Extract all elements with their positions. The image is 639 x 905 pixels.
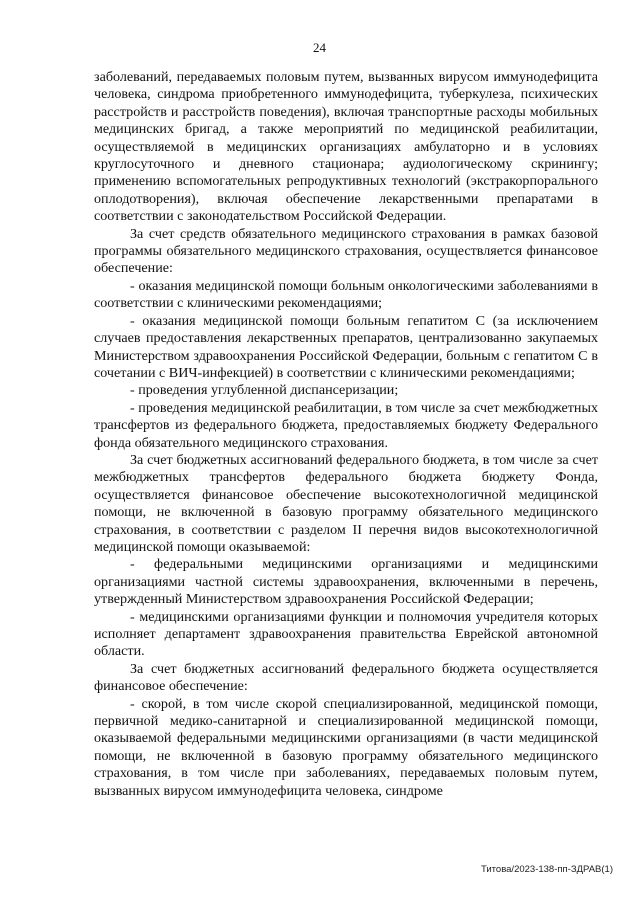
paragraph-federal-hightech: За счет бюджетных ассигнований федерального бюджета, в том числе за счет межбюджетных трансфертов федерального бюджета бюджету Фонда, осуществляется финансовое обеспечение высокотехнологичной медицинской помощи, не включенной в базовую программу обязательного медицинского страхования, в соответствии с разделом II перечня видов высокотехнологичной медицинской помощи оказываемой: <box>94 451 598 555</box>
list-item-oncology: - оказания медицинской помощи больным онкологическими заболеваниями в соответствии с клиническими рекомендациями; <box>94 277 598 312</box>
paragraph-continuation: заболеваний, передаваемых половым путем, вызванных вирусом иммунодефицита человека, синдрома приобретенного иммунодефицита, туберкулеза, психических расстройств и расстройств поведения), включая транспортные расходы мобильных медицинских бригад, а также мероприятий по медицинской реабилитации, осуществляемой в медицинских организациях амбулаторно и в условиях круглосуточного и дневного стационара; аудиологическому скринингу; применению вспомогательных репродуктивных технологий (экстракорпорального оплодотворения), включая обеспечение лекарственными препаратами в соответствии с законодательством Российской Федерации. <box>94 69 598 225</box>
page-number: 24 <box>313 40 326 55</box>
list-item-regional-organizations: - медицинскими организациями функции и полномочия учредителя которых исполняет департамент здравоохранения правительства Еврейской автономной области. <box>94 608 598 660</box>
list-item-hepatitis-c: - оказания медицинской помощи больным гепатитом С (за исключением случаев предоставления лекарственных препаратов, централизованно закупаемых Министерством здравоохранения Российской Федерации, больным с гепатитом С в сочетании с ВИЧ-инфекцией) в соответствии с клиническими рекомендациями; <box>94 312 598 381</box>
paragraph-federal-budget: За счет бюджетных ассигнований федерального бюджета осуществляется финансовое обеспечение: <box>94 660 598 695</box>
body-text <box>94 69 598 800</box>
list-item-dispensarization: - проведения углубленной диспансеризации; <box>130 382 399 399</box>
list-item-rehabilitation: - проведения медицинской реабилитации, в том числе за счет межбюджетных трансфертов из федерального бюджета, предоставляемых бюджету Федерального фонда обязательного медицинского страхования. <box>94 399 598 451</box>
paragraph-oms-financing: За счет средств обязательного медицинского страхования в рамках базовой программы обязательного медицинского страхования, осуществляется финансовое обеспечение: <box>94 225 598 277</box>
list-item-emergency-care: - скорой, в том числе скорой специализированной, медицинской помощи, первичной медико-санитарной и специализированной медицинской помощи, оказываемой федеральными медицинскими организациями (в части медицинской помощи, не включенной в базовую программу обязательного медицинского страхования, в том числе при заболеваниях, передаваемых половым путем, вызванных вирусом иммунодефицита человека, синдроме <box>94 695 598 799</box>
list-item-federal-organizations: - федеральными медицинскими организациями и медицинскими организациями частной системы здравоохранения, включенными в перечень, утвержденный Министерством здравоохранения Российской Федерации; <box>94 556 598 608</box>
document-footer-id: Титова/2023-138-пп-ЗДРАВ(1) <box>480 864 613 875</box>
